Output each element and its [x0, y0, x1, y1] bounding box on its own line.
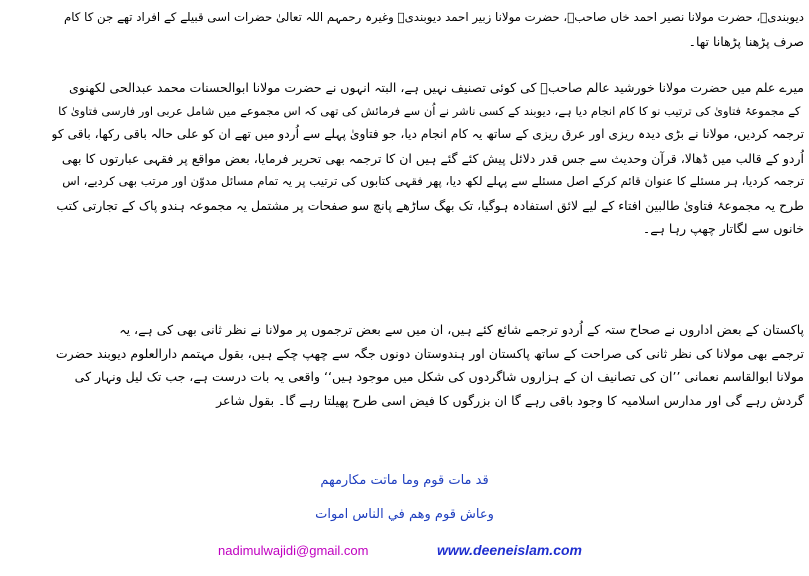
text-line: صرف پڑھنا پڑھانا تھا۔: [688, 33, 804, 49]
paragraph-1: [52, 6, 804, 53]
verse-line-1: قد مات قوم وما ماتت مكارمهم: [320, 473, 489, 488]
text-line: ؒ کے مجموعۂ فتاویٰ کی ترتیب نو کا کام انجام دیا ہے، دیوبند کے کسی ناشر نے اُن سے فرمائش کی تھی کہ اس مجموعے میں شامل عربی اور فارسی فتاویٰ کا: [58, 103, 804, 118]
text-line: ترجمے بھی مولانا کی نظر ثانی کی صراحت کے ساتھ پاکستان اور ہندوستان دونوں جگہ سے چھپ چکے ہیں، بقول مہتمم دارالعلوم دیوبند حضرت: [55, 345, 804, 361]
text-line: ترجمہ کردیا، ہر مسئلے کا عنوان قائم کرکے اصل مسئلے سے پہلے لکھ دیا، پھر فقہی کتابوں کی ترتیب پر یہ تمام مسائل مدوّن اور مرتب بھی کردیے، اس: [62, 174, 804, 188]
text-line: ترجمہ کردیں، مولانا نے بڑی دیدہ ریزی اور عرق ریزی کے ساتھ یہ کام انجام دیا، جو فتاویٰ پہلے سے اُردو میں تھے ان کو علی حالہ باقی رکھا، باقی کو: [52, 127, 804, 141]
paragraph-2: [52, 76, 804, 241]
text-line: خانوں سے لگاتار چھپ رہا ہے۔: [642, 221, 804, 236]
text-line: طرح یہ مجموعۂ فتاویٰ طالبین افتاء کے لیے لائق استفادہ ہوگیا، تک بھگ ساڑھے پانچ سو صفحات پر مشتمل یہ مجموعہ ہندو پاک کے تجارتی کتب: [56, 197, 804, 213]
text-line: پاکستان کے بعض اداروں نے صحاح ستہ کے اُردو ترجمے شائع کئے ہیں، ان میں سے بعض ترجموں پر مولانا نے نظر ثانی بھی کی ہے، یہ: [119, 322, 804, 337]
text-line: مولانا ابوالقاسم نعمانی ’’ان کی تصانیف ان کے ہزاروں شاگردوں کی شکل میں موجود ہیں‘‘ واقعی یہ بات درست ہے، جب تک لیل ونہار کی: [74, 369, 804, 384]
website-link[interactable]: www.deeneislam.com: [437, 542, 582, 558]
text-line: اُردو کے قالب میں ڈھالا، قرآن وحدیث سے جس قدر دلائل پیش کئے گئے ہیں ان کا ترجمہ بھی تحریر فرمایا، بعض مواقع پر فقہی عبارتوں کا بھی: [61, 150, 804, 166]
paragraph-3: [52, 318, 804, 412]
text-line: میرے علم میں حضرت مولانا خورشید عالم صاحبؒ کی کوئی تصنیف نہیں ہے، البتہ انہوں نے حضرت مولانا ابوالحسنات محمد عبدالحی لکھنوی: [69, 80, 804, 95]
text-line: گردش رہے گی اور مدارس اسلامیہ کا وجود باقی رہے گا ان بزرگوں کا فیض اسی طرح پھیلتا رہے گا۔ بقول شاعر: [216, 392, 804, 408]
text-line: دیوبندیؒ، حضرت مولانا نصیر احمد خاں صاحبؒ، حضرت مولانا زبیر احمد دیوبندیؒ وغیرہ رحمہم اللہ تعالیٰ حضرات اسی قبیلے کے افراد تھے جن کا کام: [63, 10, 804, 24]
verse-line-2: وعاش قوم وهم في الناس اموات: [315, 507, 494, 522]
email-link[interactable]: nadimulwajidi@gmail.com: [218, 543, 369, 558]
